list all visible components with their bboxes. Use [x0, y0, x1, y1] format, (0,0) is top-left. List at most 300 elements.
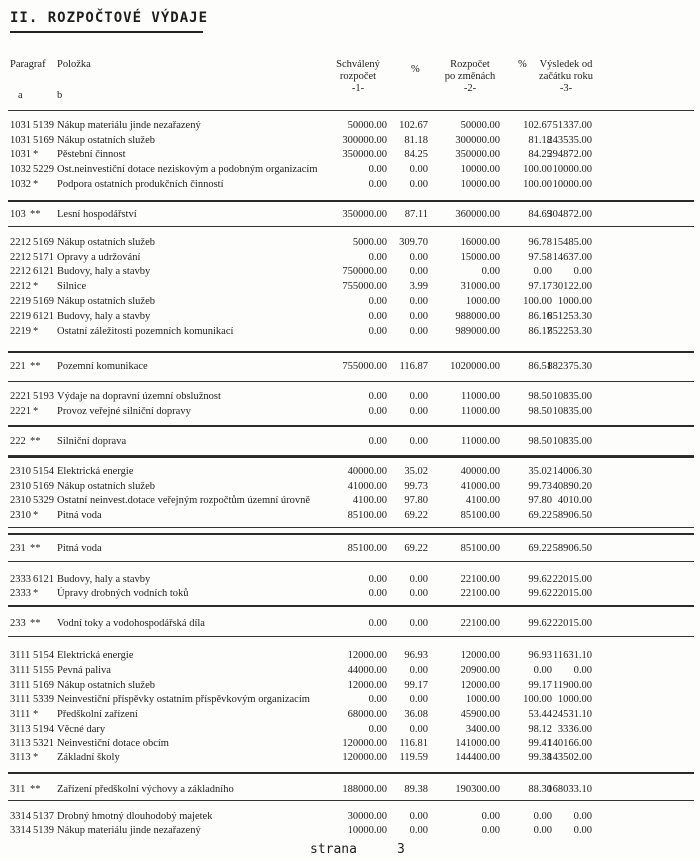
title-underline	[10, 31, 203, 33]
polozka-cell: *	[33, 510, 39, 521]
result-cell: 10835.00	[552, 436, 592, 447]
paragraf-cell: 2212	[10, 252, 31, 263]
table-row	[0, 251, 700, 265]
approved-budget-cell: 30000.00	[347, 811, 387, 822]
approved-budget-cell: 0.00	[368, 296, 387, 307]
polozka-cell: 5169	[33, 481, 54, 492]
polozka-cell: 5339	[33, 694, 54, 705]
description-cell: Budovy, haly a stavby	[57, 266, 151, 277]
approved-percent-cell: 0.00	[409, 694, 428, 705]
adjusted-budget-cell: 989000.00	[455, 326, 500, 337]
description-cell: Neinvestiční příspěvky ostatním příspěvkovým organizacím	[57, 694, 310, 705]
section-rule	[8, 605, 694, 607]
adjusted-budget-cell: 141000.00	[455, 738, 500, 749]
paragraf-cell: 2219	[10, 326, 31, 337]
table-row-total	[0, 542, 700, 556]
table-row	[0, 310, 700, 324]
polozka-cell: 5154	[33, 650, 54, 661]
adjusted-budget-cell: 16000.00	[460, 237, 500, 248]
approved-budget-cell: 85100.00	[347, 510, 387, 521]
approved-percent-cell: 0.00	[409, 574, 428, 585]
description-cell: Nákup materiálu jinde nezařazený	[57, 120, 201, 131]
adjusted-budget-cell: 144400.00	[455, 752, 500, 763]
polozka-cell: 5329	[33, 495, 54, 506]
approved-percent-cell: 0.00	[409, 588, 428, 599]
approved-budget-cell: 350000.00	[342, 149, 387, 160]
paragraf-cell: 233	[10, 618, 26, 629]
description-cell: Věcné dary	[57, 724, 106, 735]
description-cell: Opravy a udržování	[57, 252, 141, 263]
adjusted-budget-cell: 1020000.00	[450, 361, 500, 372]
approved-percent-cell: 96.93	[404, 650, 428, 661]
result-cell: 1000.00	[557, 296, 592, 307]
polozka-cell: 5194	[33, 724, 54, 735]
paragraf-cell: 3111	[10, 709, 31, 720]
polozka-cell: 6121	[33, 574, 54, 585]
polozka-cell: 5321	[33, 738, 54, 749]
description-cell: Podpora ostatních produkčních činností	[57, 179, 224, 190]
adjusted-budget-cell: 20900.00	[460, 665, 500, 676]
polozka-cell: **	[30, 784, 41, 795]
result-cell: 0.00	[573, 811, 592, 822]
adjusted-budget-cell: 15000.00	[460, 252, 500, 263]
polozka-cell: **	[30, 436, 41, 447]
section-rule	[8, 561, 694, 562]
approved-budget-cell: 0.00	[368, 694, 387, 705]
description-cell: Pitná voda	[57, 543, 102, 554]
adjusted-percent-cell: 81.18	[528, 135, 552, 146]
result-cell: 168033.10	[547, 784, 592, 795]
adjusted-budget-cell: 10000.00	[460, 179, 500, 190]
approved-budget-cell: 12000.00	[347, 650, 387, 661]
paragraf-cell: 3113	[10, 724, 31, 735]
paragraf-cell: 3113	[10, 752, 31, 763]
approved-percent-cell: 36.08	[404, 709, 428, 720]
table-row-total	[0, 435, 700, 449]
approved-percent-cell: 119.59	[399, 752, 428, 763]
polozka-cell: 6121	[33, 311, 54, 322]
header-col1-line1: Schválený	[336, 59, 380, 70]
adjusted-budget-cell: 0.00	[481, 825, 500, 836]
approved-budget-cell: 755000.00	[342, 361, 387, 372]
approved-percent-cell: 102.67	[399, 120, 428, 131]
result-cell: 852253.30	[547, 326, 592, 337]
approved-percent-cell: 89.38	[404, 784, 428, 795]
adjusted-budget-cell: 22100.00	[460, 574, 500, 585]
result-cell: 22015.00	[552, 618, 592, 629]
table-row	[0, 236, 700, 250]
result-cell: 140166.00	[547, 738, 592, 749]
polozka-cell: *	[33, 179, 39, 190]
table-row-total	[0, 208, 700, 222]
approved-percent-cell: 69.22	[404, 510, 428, 521]
approved-percent-cell: 0.00	[409, 311, 428, 322]
table-row-total	[0, 617, 700, 631]
description-cell: Silniční doprava	[57, 436, 127, 447]
header-col3-line3: -3-	[559, 83, 573, 94]
adjusted-percent-cell: 99.62	[528, 588, 552, 599]
description-cell: Předškolní zařízení	[57, 709, 138, 720]
result-cell: 882375.30	[547, 361, 592, 372]
approved-percent-cell: 97.80	[404, 495, 428, 506]
adjusted-percent-cell: 98.50	[528, 436, 552, 447]
table-row	[0, 723, 700, 737]
adjusted-percent-cell: 99.17	[528, 680, 552, 691]
adjusted-percent-cell: 99.41	[528, 738, 552, 749]
paragraf-cell: 3111	[10, 680, 31, 691]
result-cell: 143502.00	[547, 752, 592, 763]
polozka-cell: *	[33, 709, 39, 720]
approved-budget-cell: 120000.00	[342, 738, 387, 749]
adjusted-budget-cell: 300000.00	[455, 135, 500, 146]
adjusted-percent-cell: 35.02	[528, 466, 552, 477]
polozka-cell: **	[30, 618, 41, 629]
header-pct2: %	[518, 59, 527, 70]
approved-percent-cell: 0.00	[409, 179, 428, 190]
paragraf-cell: 103	[10, 209, 26, 220]
paragraf-cell: 1031	[10, 135, 31, 146]
header-col2-line3: -2-	[463, 83, 477, 94]
approved-budget-cell: 0.00	[368, 311, 387, 322]
result-cell: 11631.10	[553, 650, 592, 661]
description-cell: Pitná voda	[57, 510, 102, 521]
result-cell: 1000.00	[557, 694, 592, 705]
adjusted-budget-cell: 11000.00	[461, 391, 500, 402]
paragraf-cell: 2212	[10, 281, 31, 292]
paragraf-cell: 1031	[10, 120, 31, 131]
polozka-cell: 5169	[33, 296, 54, 307]
polozka-cell: 5171	[33, 252, 54, 263]
approved-budget-cell: 0.00	[368, 406, 387, 417]
description-cell: Elektrická energie	[57, 650, 134, 661]
section-rule	[8, 636, 694, 637]
adjusted-budget-cell: 11000.00	[461, 406, 500, 417]
approved-percent-cell: 0.00	[409, 665, 428, 676]
adjusted-percent-cell: 100.00	[523, 694, 552, 705]
description-cell: Zařízení předškolní výchovy a základního	[57, 784, 234, 795]
paragraf-cell: 1032	[10, 179, 31, 190]
polozka-cell: **	[30, 209, 41, 220]
adjusted-budget-cell: 1000.00	[465, 694, 500, 705]
table-row	[0, 573, 700, 587]
adjusted-budget-cell: 12000.00	[460, 650, 500, 661]
paragraf-cell: 2219	[10, 311, 31, 322]
description-cell: Silnice	[57, 281, 87, 292]
approved-percent-cell: 0.00	[409, 164, 428, 175]
adjusted-percent-cell: 84.69	[528, 209, 552, 220]
adjusted-budget-cell: 0.00	[481, 266, 500, 277]
approved-budget-cell: 68000.00	[347, 709, 387, 720]
adjusted-percent-cell: 98.12	[528, 724, 552, 735]
table-row	[0, 664, 700, 678]
approved-budget-cell: 0.00	[368, 618, 387, 629]
approved-budget-cell: 120000.00	[342, 752, 387, 763]
paragraf-cell: 2310	[10, 495, 31, 506]
table-row	[0, 509, 700, 523]
header-col2-line1: Rozpočet	[450, 59, 490, 70]
table-row	[0, 737, 700, 751]
description-cell: Budovy, haly a stavby	[57, 574, 151, 585]
approved-percent-cell: 0.00	[409, 266, 428, 277]
description-cell: Nákup materiálu jinde nezařazený	[57, 825, 201, 836]
paragraf-cell: 1031	[10, 149, 31, 160]
result-cell: 30122.00	[552, 281, 592, 292]
adjusted-budget-cell: 11000.00	[461, 436, 500, 447]
table-row	[0, 405, 700, 419]
result-cell: 10835.00	[552, 406, 592, 417]
approved-percent-cell: 0.00	[409, 296, 428, 307]
result-cell: 10000.00	[552, 179, 592, 190]
description-cell: Ostatní neinvest.dotace veřejným rozpočtům územní úrovně	[57, 495, 311, 506]
approved-percent-cell: 0.00	[409, 326, 428, 337]
adjusted-budget-cell: 45900.00	[460, 709, 500, 720]
adjusted-percent-cell: 53.44	[528, 709, 552, 720]
header-pct1: %	[411, 64, 420, 75]
approved-budget-cell: 350000.00	[342, 209, 387, 220]
approved-percent-cell: 0.00	[409, 724, 428, 735]
adjusted-budget-cell: 40000.00	[460, 466, 500, 477]
header-rule	[8, 110, 694, 111]
adjusted-budget-cell: 360000.00	[455, 209, 500, 220]
header-polozka: Položka	[57, 59, 91, 70]
approved-percent-cell: 116.81	[399, 738, 428, 749]
approved-budget-cell: 0.00	[368, 391, 387, 402]
description-cell: Budovy, haly a stavby	[57, 311, 151, 322]
description-cell: Pevná paliva	[57, 665, 111, 676]
approved-budget-cell: 0.00	[368, 164, 387, 175]
paragraf-cell: 3111	[10, 694, 31, 705]
table-row	[0, 679, 700, 693]
paragraf-cell: 2333	[10, 588, 31, 599]
table-row	[0, 163, 700, 177]
approved-budget-cell: 300000.00	[342, 135, 387, 146]
paragraf-cell: 2333	[10, 574, 31, 585]
table-row	[0, 265, 700, 279]
polozka-cell: 5169	[33, 680, 54, 691]
adjusted-percent-cell: 86.16	[528, 311, 552, 322]
approved-budget-cell: 85100.00	[347, 543, 387, 554]
result-cell: 58906.50	[552, 510, 592, 521]
table-row	[0, 693, 700, 707]
polozka-cell: 5139	[33, 825, 54, 836]
header-paragraf: Paragraf	[10, 59, 46, 70]
result-cell: 14637.00	[552, 252, 592, 263]
approved-percent-cell: 0.00	[409, 825, 428, 836]
paragraf-cell: 3111	[10, 665, 31, 676]
approved-budget-cell: 0.00	[368, 326, 387, 337]
description-cell: Vodní toky a vodohospodářská díla	[57, 618, 205, 629]
polozka-cell: 5155	[33, 665, 54, 676]
table-row	[0, 649, 700, 663]
page-number: 3	[397, 842, 405, 857]
adjusted-percent-cell: 99.73	[528, 481, 552, 492]
polozka-cell: **	[30, 543, 41, 554]
polozka-cell: *	[33, 281, 39, 292]
polozka-cell: 5193	[33, 391, 54, 402]
section-rule	[8, 533, 694, 535]
description-cell: Provoz veřejné silniční dopravy	[57, 406, 191, 417]
table-row	[0, 751, 700, 765]
adjusted-percent-cell: 0.00	[533, 266, 552, 277]
table-row	[0, 708, 700, 722]
adjusted-percent-cell: 97.58	[528, 252, 552, 263]
section-rule	[8, 226, 694, 227]
adjusted-budget-cell: 22100.00	[460, 618, 500, 629]
polozka-cell: *	[33, 326, 39, 337]
polozka-cell: **	[30, 361, 41, 372]
approved-percent-cell: 81.18	[404, 135, 428, 146]
approved-percent-cell: 0.00	[409, 252, 428, 263]
result-cell: 3336.00	[557, 724, 592, 735]
page-title: II. ROZPOČTOVÉ VÝDAJE	[10, 10, 209, 26]
adjusted-percent-cell: 99.62	[528, 574, 552, 585]
description-cell: Ostatní záležitosti pozemních komunikací	[57, 326, 234, 337]
approved-percent-cell: 0.00	[409, 436, 428, 447]
result-cell: 0.00	[573, 825, 592, 836]
polozka-cell: 5137	[33, 811, 54, 822]
polozka-cell: 5139	[33, 120, 54, 131]
adjusted-percent-cell: 98.50	[528, 406, 552, 417]
approved-percent-cell: 309.70	[399, 237, 428, 248]
approved-budget-cell: 0.00	[368, 436, 387, 447]
paragraf-cell: 2221	[10, 391, 31, 402]
approved-percent-cell: 35.02	[404, 466, 428, 477]
approved-budget-cell: 0.00	[368, 179, 387, 190]
adjusted-percent-cell: 96.78	[528, 237, 552, 248]
description-cell: Lesní hospodářství	[57, 209, 137, 220]
table-row	[0, 587, 700, 601]
adjusted-percent-cell: 69.22	[528, 543, 552, 554]
approved-budget-cell: 750000.00	[342, 266, 387, 277]
polozka-cell: 5169	[33, 237, 54, 248]
section-rule	[8, 800, 694, 801]
table-row	[0, 810, 700, 824]
adjusted-budget-cell: 41000.00	[460, 481, 500, 492]
table-row	[0, 119, 700, 133]
description-cell: Nákup ostatních služeb	[57, 135, 155, 146]
section-rule	[8, 351, 694, 353]
header-col1-line2: rozpočet	[339, 71, 377, 82]
adjusted-budget-cell: 350000.00	[455, 149, 500, 160]
description-cell: Nákup ostatních služeb	[57, 680, 155, 691]
section-rule	[8, 381, 694, 382]
paragraf-cell: 221	[10, 361, 26, 372]
paragraf-cell: 3314	[10, 811, 31, 822]
approved-percent-cell: 84.25	[404, 149, 428, 160]
approved-budget-cell: 188000.00	[342, 784, 387, 795]
header-a: a	[18, 90, 23, 101]
paragraf-cell: 2212	[10, 237, 31, 248]
description-cell: Elektrická energie	[57, 466, 134, 477]
description-cell: Základní školy	[57, 752, 120, 763]
polozka-cell: 5154	[33, 466, 54, 477]
polozka-cell: 5229	[33, 164, 54, 175]
result-cell: 15485.00	[552, 237, 592, 248]
approved-budget-cell: 755000.00	[342, 281, 387, 292]
adjusted-percent-cell: 0.00	[533, 825, 552, 836]
paragraf-cell: 2310	[10, 481, 31, 492]
table-row-total	[0, 360, 700, 374]
approved-budget-cell: 44000.00	[347, 665, 387, 676]
adjusted-percent-cell: 97.17	[528, 281, 552, 292]
description-cell: Ost.neinvestiční dotace neziskovým a podobným organizacím	[57, 164, 318, 175]
approved-budget-cell: 0.00	[368, 574, 387, 585]
polozka-cell: *	[33, 406, 39, 417]
approved-budget-cell: 50000.00	[347, 120, 387, 131]
approved-budget-cell: 0.00	[368, 724, 387, 735]
adjusted-percent-cell: 96.93	[528, 650, 552, 661]
polozka-cell: *	[33, 752, 39, 763]
adjusted-budget-cell: 0.00	[481, 811, 500, 822]
header-col3-line1: Výsledek od	[539, 59, 593, 70]
table-row	[0, 465, 700, 479]
result-cell: 243535.00	[547, 135, 592, 146]
approved-percent-cell: 99.17	[404, 680, 428, 691]
footer-label: strana	[310, 842, 357, 857]
adjusted-percent-cell: 86.51	[528, 361, 552, 372]
approved-percent-cell: 116.87	[399, 361, 428, 372]
section-rule	[8, 772, 694, 774]
polozka-cell: *	[33, 149, 39, 160]
approved-budget-cell: 10000.00	[347, 825, 387, 836]
approved-budget-cell: 40000.00	[347, 466, 387, 477]
paragraf-cell: 1032	[10, 164, 31, 175]
paragraf-cell: 2310	[10, 466, 31, 477]
adjusted-percent-cell: 100.00	[523, 179, 552, 190]
result-cell: 22015.00	[552, 574, 592, 585]
table-row	[0, 134, 700, 148]
approved-percent-cell: 0.00	[409, 406, 428, 417]
adjusted-budget-cell: 12000.00	[460, 680, 500, 691]
table-row	[0, 148, 700, 162]
section-rule	[8, 200, 694, 202]
paragraf-cell: 2221	[10, 406, 31, 417]
paragraf-cell: 311	[10, 784, 26, 795]
description-cell: Pozemní komunikace	[57, 361, 148, 372]
header-col2-line2: po změnách	[444, 71, 496, 82]
result-cell: 304872.00	[547, 209, 592, 220]
adjusted-percent-cell: 88.30	[528, 784, 552, 795]
adjusted-budget-cell: 31000.00	[460, 281, 500, 292]
table-row	[0, 280, 700, 294]
description-cell: Nákup ostatních služeb	[57, 481, 155, 492]
approved-percent-cell: 69.22	[404, 543, 428, 554]
polozka-cell: 6121	[33, 266, 54, 277]
description-cell: Úpravy drobných vodních toků	[57, 588, 189, 599]
description-cell: Nákup ostatních služeb	[57, 237, 155, 248]
approved-budget-cell: 0.00	[368, 252, 387, 263]
table-row	[0, 494, 700, 508]
result-cell: 24531.10	[552, 709, 592, 720]
table-row	[0, 824, 700, 838]
approved-budget-cell: 4100.00	[352, 495, 387, 506]
adjusted-budget-cell: 22100.00	[460, 588, 500, 599]
approved-percent-cell: 0.00	[409, 811, 428, 822]
adjusted-percent-cell: 100.00	[523, 164, 552, 175]
approved-budget-cell: 5000.00	[352, 237, 387, 248]
table-row	[0, 178, 700, 192]
table-row	[0, 295, 700, 309]
result-cell: 10835.00	[552, 391, 592, 402]
paragraf-cell: 3111	[10, 650, 31, 661]
table-row-total	[0, 783, 700, 797]
adjusted-budget-cell: 85100.00	[460, 510, 500, 521]
description-cell: Pěstební činnost	[57, 149, 126, 160]
result-cell: 294872.00	[547, 149, 592, 160]
description-cell: Drobný hmotný dlouhodobý majetek	[57, 811, 213, 822]
result-cell: 51337.00	[552, 120, 592, 131]
adjusted-budget-cell: 988000.00	[455, 311, 500, 322]
